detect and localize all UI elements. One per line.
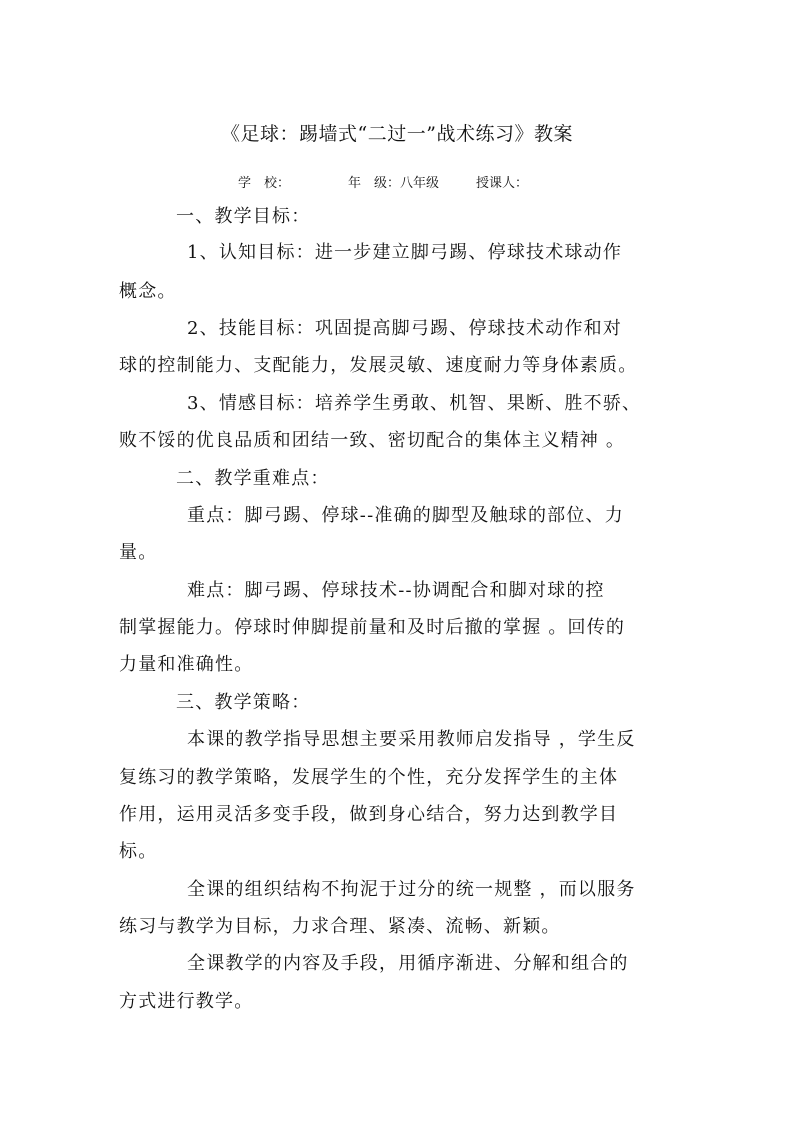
section-heading-strategy: 三、教学策略： — [176, 692, 311, 713]
paragraph-line: 制掌握能力。停球时伸脚提前量和及时后撤的掌握 。回传的 — [119, 617, 626, 638]
paragraph-line: 难点：脚弓踢、停球技术--协调配合和脚对球的控 — [187, 580, 605, 601]
paragraph-line: 重点：脚弓踢、停球--准确的脚型及触球的部位、力 — [187, 505, 624, 526]
paragraph-line: 概念。 — [119, 281, 177, 302]
paragraph-line: 练习与教学为目标，力求合理、紧凑、流畅、新颖。 — [119, 916, 561, 937]
paragraph-line: 全课教学的内容及手段，用循序渐进、分解和组合的 — [187, 953, 629, 974]
document-title: 《足球：踢墙式“二过一”战术练习》教案 — [221, 123, 573, 145]
section-heading-objectives: 一、教学目标： — [176, 206, 311, 227]
section-heading-key-points: 二、教学重难点： — [176, 468, 330, 489]
paragraph-line: 力量和准确性。 — [119, 654, 254, 675]
teacher-field: 授课人： — [476, 176, 529, 191]
paragraph-line: 全课的组织结构不拘泥于过分的统一规整 ，而以服务 — [187, 879, 636, 900]
paragraph-line: 复练习的教学策略，发展学生的个性，充分发挥学生的主体 — [119, 767, 619, 788]
paragraph-line: 本课的教学指导思想主要采用教师启发指导 ，学生反 — [187, 729, 636, 750]
paragraph-line: 量。 — [119, 542, 158, 563]
header-info-row — [238, 174, 528, 194]
paragraph-line: 方式进行教学。 — [119, 991, 254, 1012]
paragraph-line: 标。 — [119, 841, 158, 862]
paragraph-line: 2、技能目标：巩固提高脚弓踢、停球技术动作和对 — [187, 318, 623, 339]
paragraph-line: 球的控制能力、支配能力，发展灵敏、速度耐力等身体素质。 — [119, 355, 638, 376]
paragraph-line: 3、情感目标：培养学生勇敢、机智、果断、胜不骄、 — [187, 393, 642, 414]
paragraph-line: 作用，运用灵活多变手段，做到身心结合，努力达到教学目 — [119, 804, 619, 825]
grade-field: 年 级：八年级 — [348, 176, 440, 191]
paragraph-line: 败不馁的优良品质和团结一致、密切配合的集体主义精神 。 — [119, 430, 626, 451]
paragraph-line: 1、认知目标：进一步建立脚弓踢、停球技术球动作 — [187, 242, 623, 263]
school-field: 学 校： — [238, 176, 291, 191]
